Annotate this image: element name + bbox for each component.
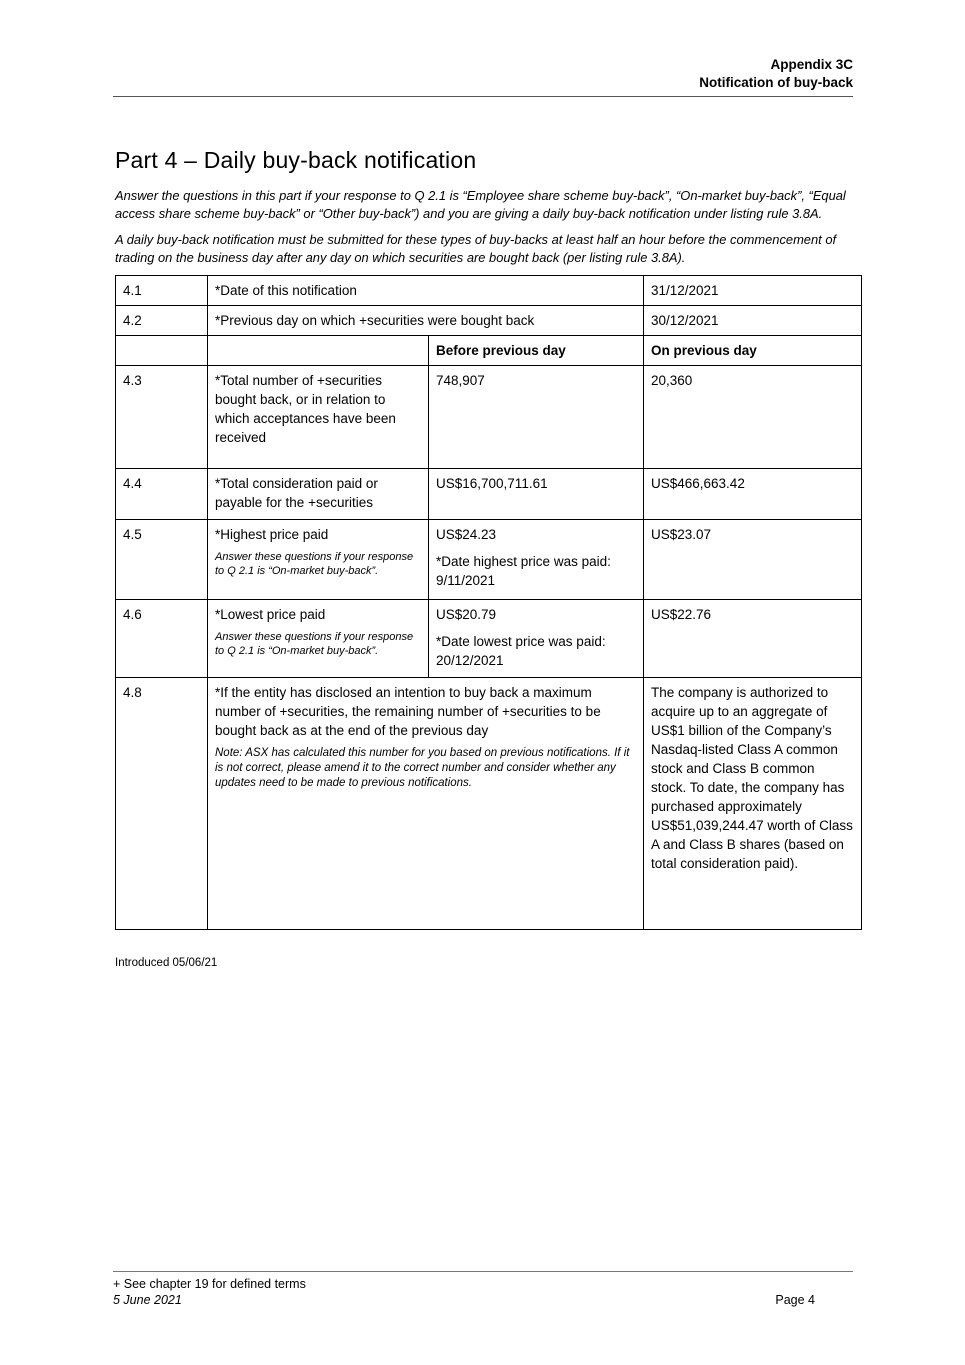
row-label <box>208 600 429 678</box>
table-row-4-4 <box>116 469 862 520</box>
introduced-note: Introduced 05/06/21 <box>115 957 218 969</box>
row-number: 4.5 <box>116 520 208 600</box>
footer-divider <box>113 1271 853 1272</box>
row-label-note: Note: ASX has calculated this number for you based on previous notifications. If it is not correct, please amend it to the correct number and consider whether any updates need to be made to previous notifications. <box>215 747 630 789</box>
header-subtitle: Notification of buy-back <box>699 75 853 90</box>
column-header-on-previous-day: On previous day <box>644 336 862 366</box>
document-footer <box>113 1271 853 1308</box>
highest-price-value: US$24.23 <box>436 527 497 542</box>
table-row-4-5 <box>116 520 862 600</box>
row-value-on: US$466,663.42 <box>644 469 862 520</box>
row-label: *Total number of +securities bought back, or in relation to which acceptances have been received <box>208 366 429 469</box>
table-row-4-8 <box>116 678 862 930</box>
lowest-price-date: *Date lowest price was paid: 20/12/2021 <box>436 634 606 668</box>
footer-meta-row <box>113 1292 853 1308</box>
table-row-4-2 <box>116 306 862 336</box>
table-row-4-6 <box>116 600 862 678</box>
highest-price-date: *Date highest price was paid: 9/11/2021 <box>436 554 611 588</box>
row-value: 31/12/2021 <box>644 276 862 306</box>
row-label-note: Answer these questions if your response to Q 2.1 is “On-market buy-back”. <box>215 631 414 657</box>
empty-cell <box>208 336 429 366</box>
row-value-on: US$23.07 <box>644 520 862 600</box>
table-row-4-1 <box>116 276 862 306</box>
row-value: 30/12/2021 <box>644 306 862 336</box>
intro-paragraph-2: A daily buy-back notification must be submitted for these types of buy-backs at least half an hour before the commencement of trading on the business day after any day on which securities are bought back (per listing rule 3.8A). <box>115 232 837 265</box>
page-title: Part 4 – Daily buy-back notification <box>115 147 477 173</box>
footer-defined-terms: + See chapter 19 for defined terms <box>113 1277 306 1291</box>
row-value-before: 748,907 <box>429 366 644 469</box>
header-appendix-label: Appendix 3C <box>770 57 853 72</box>
row-label: *Previous day on which +securities were bought back <box>208 306 644 336</box>
row-value: The company is authorized to acquire up to an aggregate of US$1 billion of the Company’s Nasdaq-listed Class A common stock and Class B common stock. To date, the company has purchased approximately US$51,039,244.47 worth of Class A and Class B shares (based on total consideration paid). <box>644 678 862 930</box>
row-label-text: *If the entity has disclosed an intention to buy back a maximum number of +securities, the remaining number of +securities to be bought back as at the end of the previous day <box>215 685 601 738</box>
column-header-before-previous-day: Before previous day <box>429 336 644 366</box>
row-label <box>208 520 429 600</box>
row-number: 4.6 <box>116 600 208 678</box>
row-value-before <box>429 520 644 600</box>
row-value-on: 20,360 <box>644 366 862 469</box>
empty-cell <box>116 336 208 366</box>
page-number: Page 4 <box>775 1293 815 1307</box>
table-row-4-3 <box>116 366 862 469</box>
row-number: 4.4 <box>116 469 208 520</box>
row-label: *Date of this notification <box>208 276 644 306</box>
row-label <box>208 678 644 930</box>
row-label-text: *Highest price paid <box>215 527 329 542</box>
row-value-on: US$22.76 <box>644 600 862 678</box>
row-number: 4.2 <box>116 306 208 336</box>
row-number: 4.8 <box>116 678 208 930</box>
row-label-text: *Lowest price paid <box>215 607 326 622</box>
row-label: *Total consideration paid or payable for the +securities <box>208 469 429 520</box>
row-value-before: US$16,700,711.61 <box>429 469 644 520</box>
main-content <box>115 147 861 969</box>
row-number: 4.3 <box>116 366 208 469</box>
lowest-price-value: US$20.79 <box>436 607 497 622</box>
header-divider <box>113 96 853 97</box>
document-header <box>113 56 853 92</box>
footer-date: 5 June 2021 <box>113 1293 182 1307</box>
intro-paragraph-1: Answer the questions in this part if your response to Q 2.1 is “Employee share scheme buy-back”, “On-market buy-back”, “Equal access share scheme buy-back” or “Other buy-back”) and you are giving a daily buy-back notification under listing rule 3.8A. <box>115 188 846 221</box>
table-column-header-row <box>116 336 862 366</box>
row-value-before <box>429 600 644 678</box>
daily-buyback-table <box>115 275 862 930</box>
row-number: 4.1 <box>116 276 208 306</box>
row-label-note: Answer these questions if your response to Q 2.1 is “On-market buy-back”. <box>215 551 414 577</box>
